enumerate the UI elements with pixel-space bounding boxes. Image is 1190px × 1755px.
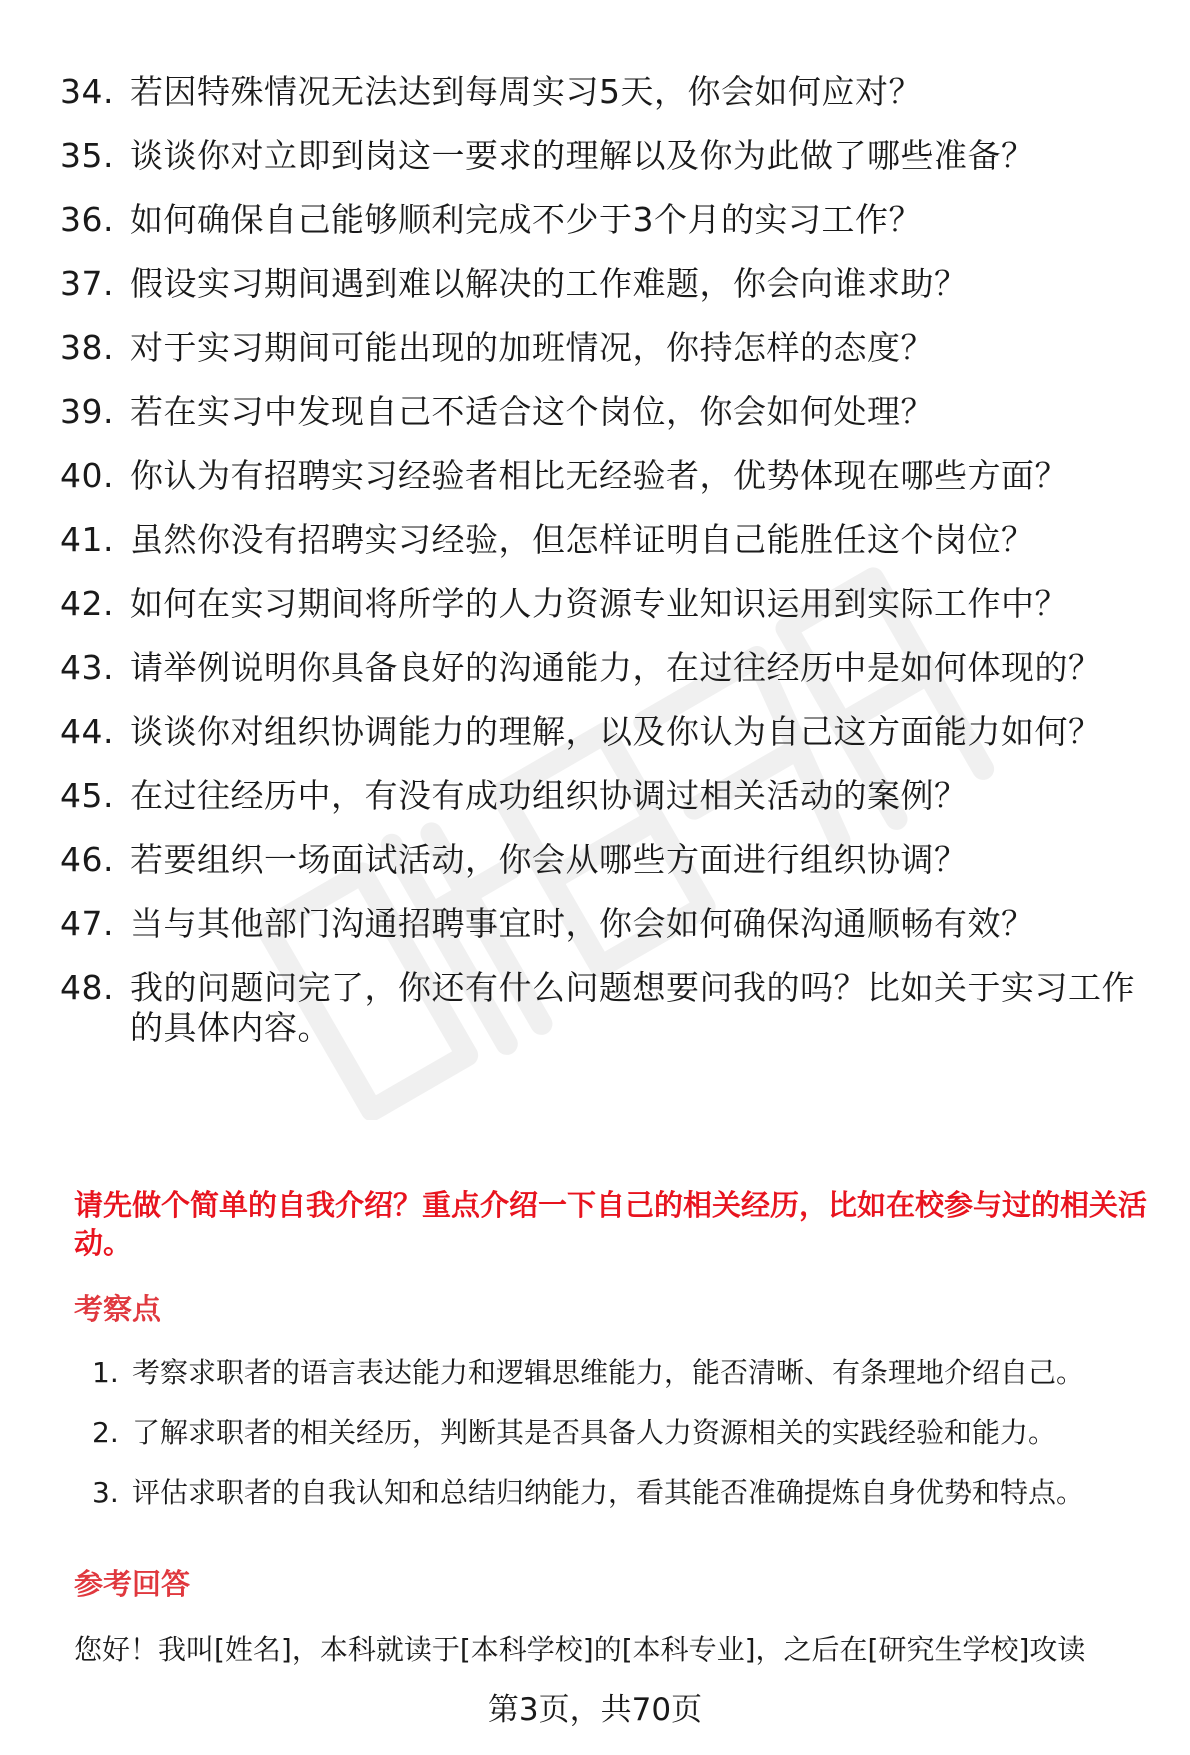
question-number: 37. bbox=[60, 264, 114, 303]
list-item bbox=[60, 520, 1150, 560]
assessment-title: 考察点 bbox=[74, 1292, 162, 1326]
question-number: 47. bbox=[60, 904, 114, 943]
question-text: 如何在实习期间将所学的人力资源专业知识运用到实际工作中？ bbox=[130, 584, 1068, 623]
question-text: 假设实习期间遇到难以解决的工作难题，你会向谁求助？ bbox=[130, 264, 968, 303]
question-number: 38. bbox=[60, 328, 114, 367]
list-item bbox=[60, 264, 1150, 304]
point-text: 了解求职者的相关经历，判断其是否具备人力资源相关的实践经验和能力。 bbox=[132, 1416, 1057, 1449]
list-item bbox=[60, 200, 1150, 240]
question-text: 我的问题问完了，你还有什么问题想要问我的吗？比如关于实习工作的具体内容。 bbox=[130, 968, 1135, 1047]
question-number: 44. bbox=[60, 712, 114, 751]
question-number: 40. bbox=[60, 456, 114, 495]
reference-title: 参考回答 bbox=[74, 1567, 191, 1601]
question-text: 当与其他部门沟通招聘事宜时，你会如何确保沟通顺畅有效？ bbox=[130, 904, 1035, 943]
list-item bbox=[60, 392, 1150, 432]
list-item bbox=[92, 1415, 1172, 1451]
question-number: 36. bbox=[60, 200, 114, 239]
point-text: 评估求职者的自我认知和总结归纳能力，看其能否准确提炼自身优势和特点。 bbox=[132, 1476, 1085, 1509]
question-text: 若在实习中发现自己不适合这个岗位，你会如何处理？ bbox=[130, 392, 934, 431]
question-number: 39. bbox=[60, 392, 114, 431]
point-number: 2. bbox=[92, 1416, 119, 1449]
question-number: 41. bbox=[60, 520, 114, 559]
point-text: 考察求职者的语言表达能力和逻辑思维能力，能否清晰、有条理地介绍自己。 bbox=[132, 1356, 1085, 1389]
list-item bbox=[60, 968, 1150, 1048]
point-number: 3. bbox=[92, 1476, 119, 1509]
question-list bbox=[60, 72, 1150, 1072]
question-number: 46. bbox=[60, 840, 114, 879]
page-number: 第3页，共70页 bbox=[487, 1692, 703, 1728]
question-text: 谈谈你对立即到岗这一要求的理解以及你为此做了哪些准备？ bbox=[130, 136, 1035, 175]
featured-question: 请先做个简单的自我介绍？重点介绍一下自己的相关经历，比如在校参与过的相关活动。 bbox=[74, 1188, 1148, 1260]
list-item bbox=[60, 840, 1150, 880]
question-number: 34. bbox=[60, 72, 114, 111]
question-text: 对于实习期间可能出现的加班情况，你持怎样的态度？ bbox=[130, 328, 934, 367]
question-text: 在过往经历中，有没有成功组织协调过相关活动的案例？ bbox=[130, 776, 968, 815]
list-item bbox=[92, 1475, 1172, 1511]
list-item bbox=[60, 776, 1150, 816]
question-number: 35. bbox=[60, 136, 114, 175]
list-item bbox=[60, 904, 1150, 944]
question-number: 43. bbox=[60, 648, 114, 687]
assessment-points bbox=[92, 1355, 1172, 1535]
question-text: 如何确保自己能够顺利完成不少于3个月的实习工作？ bbox=[130, 200, 922, 239]
question-number: 45. bbox=[60, 776, 114, 815]
question-number: 48. bbox=[60, 968, 114, 1007]
list-item bbox=[60, 456, 1150, 496]
question-text: 若因特殊情况无法达到每周实习5天，你会如何应对？ bbox=[130, 72, 922, 111]
list-item bbox=[60, 712, 1150, 752]
list-item bbox=[60, 328, 1150, 368]
list-item bbox=[92, 1355, 1172, 1391]
list-item bbox=[60, 584, 1150, 624]
list-item bbox=[60, 72, 1150, 112]
question-text: 请举例说明你具备良好的沟通能力，在过往经历中是如何体现的？ bbox=[130, 648, 1102, 687]
question-text: 虽然你没有招聘实习经验，但怎样证明自己能胜任这个岗位？ bbox=[130, 520, 1035, 559]
list-item bbox=[60, 648, 1150, 688]
question-text: 若要组织一场面试活动，你会从哪些方面进行组织协调？ bbox=[130, 840, 968, 879]
question-text: 谈谈你对组织协调能力的理解，以及你认为自己这方面能力如何？ bbox=[130, 712, 1102, 751]
list-item bbox=[60, 136, 1150, 176]
question-number: 42. bbox=[60, 584, 114, 623]
reference-answer: 您好！我叫[姓名]，本科就读于[本科学校]的[本科专业]，之后在[研究生学校]攻读 bbox=[74, 1633, 1086, 1666]
point-number: 1. bbox=[92, 1356, 119, 1389]
question-text: 你认为有招聘实习经验者相比无经验者，优势体现在哪些方面？ bbox=[130, 456, 1068, 495]
